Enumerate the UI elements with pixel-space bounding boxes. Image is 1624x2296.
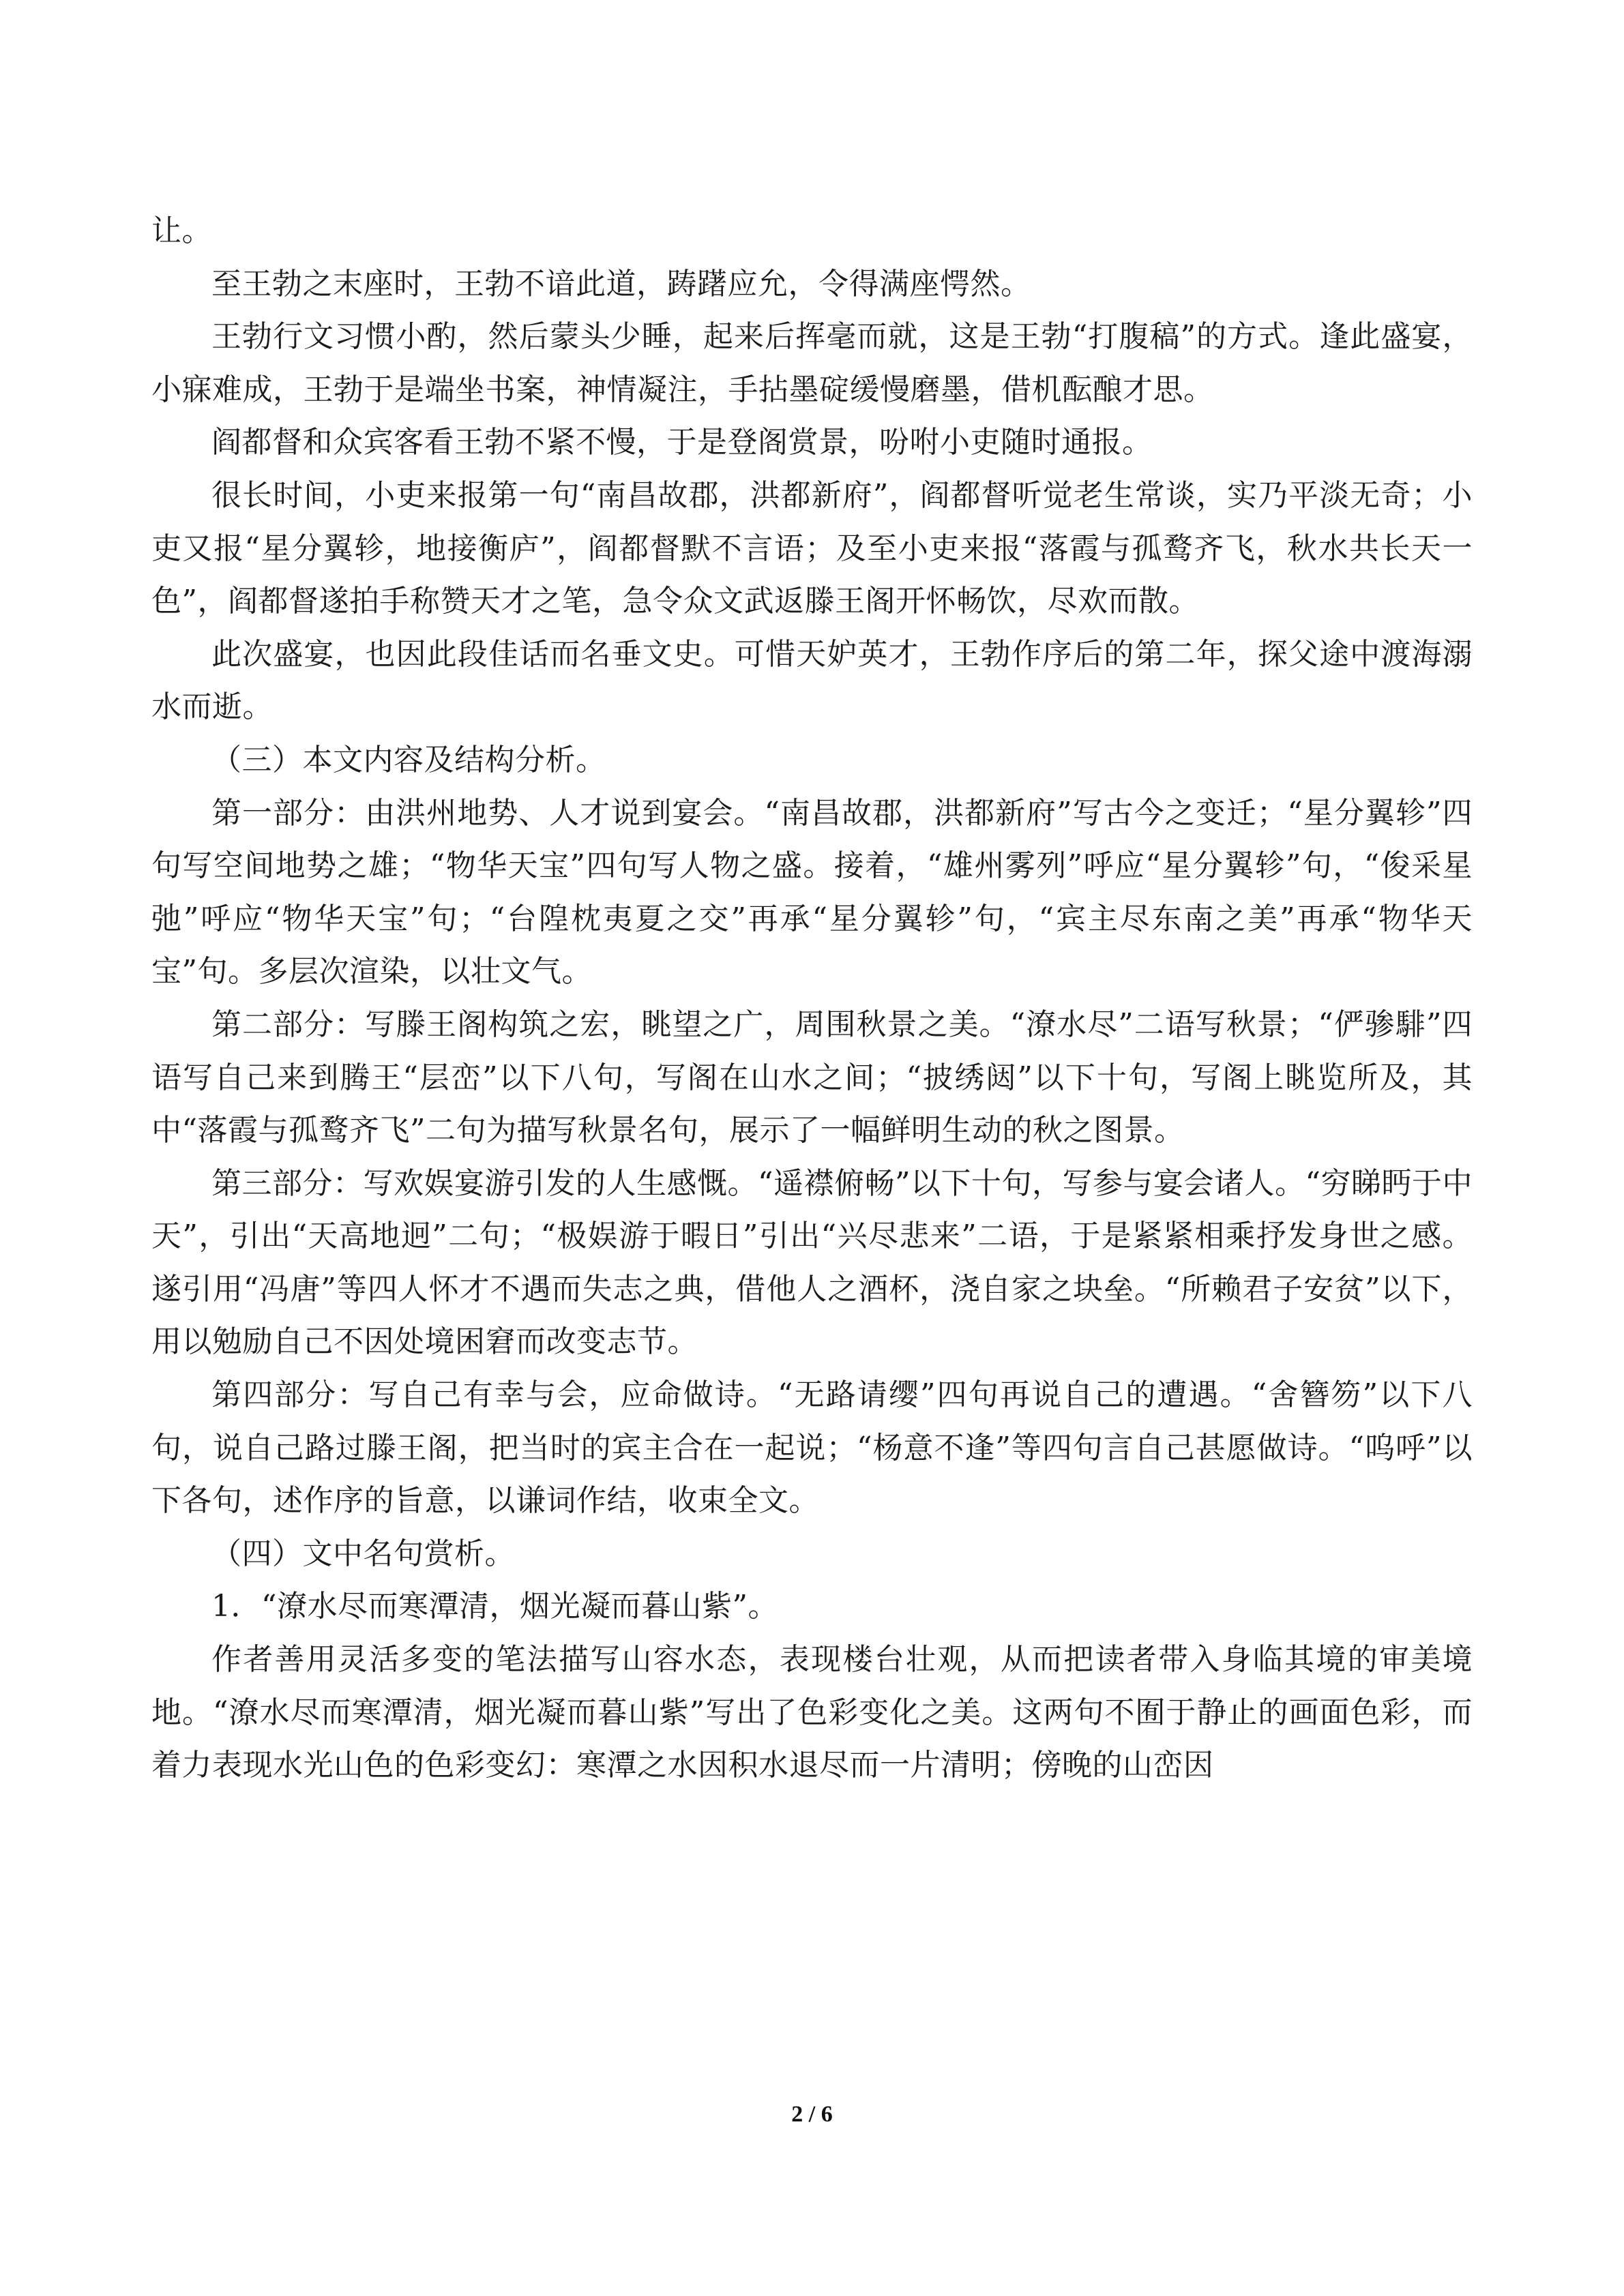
paragraph: 至王勃之末座时，王勃不谙此道，踌躇应允，令得满座愕然。 <box>211 266 1031 301</box>
paragraph: 作者善用灵活多变的笔法描写山容水态，表现楼台壮观，从而把读者带入身临其境的审美境地。“潦水尽而寒潭清，烟光凝而暮山紫”写出了色彩变化之美。这两句不囿于静止的画面色彩，而着力表现水光山色的色彩变幻：寒潭之水因积水退尽而一片清明；傍晚的山峦因 <box>151 1642 1473 1783</box>
page-number: 2 / 6 <box>791 2102 833 2127</box>
paragraph: 让。 <box>151 213 212 248</box>
section-heading: （四）文中名句赏析。 <box>211 1536 515 1571</box>
paragraph: 王勃行文习惯小酌，然后蒙头少睡，起来后挥毫而就，这是王勃“打腹稿”的方式。逢此盛宴，小寐难成，王勃于是端坐书案，神情凝注，手拈墨碇缓慢磨墨，借机酝酿才思。 <box>151 319 1473 407</box>
paragraph: 此次盛宴，也因此段佳话而名垂文史。可惜天妒英才，王勃作序后的第二年，探父途中渡海溺水而逝。 <box>151 636 1473 725</box>
paragraph: 第四部分：写自己有幸与会，应命做诗。“无路请缨”四句再说自己的遭遇。“舍簪笏”以下八句，说自己路过滕王阁，把当时的宾主合在一起说；“杨意不逢”等四句言自己甚愿做诗。“呜呼”以下各句，述作序的旨意，以谦词作结，收束全文。 <box>151 1377 1473 1519</box>
paragraph: 第二部分：写滕王阁构筑之宏，眺望之广，周围秋景之美。“潦水尽”二语写秋景；“俨骖騑”四语写自己来到腾王“层峦”以下八句，写阁在山水之间；“披绣闼”以下十句，写阁上眺览所及，其中“落霞与孤鹜齐飞”二句为描写秋景名句，展示了一幅鲜明生动的秋之图景。 <box>151 1007 1473 1148</box>
section-heading: （三）本文内容及结构分析。 <box>211 742 606 777</box>
paragraph: 第三部分：写欢娱宴游引发的人生感慨。“遥襟俯畅”以下十句，写参与宴会诸人。“穷睇眄于中天”，引出“天高地迥”二句；“极娱游于暇日”引出“兴尽悲来”二语，于是紧紧相乘抒发身世之感。遂引用“冯唐”等四人怀才不遇而失志之典，借他人之酒杯，浇自家之块垒。“所赖君子安贫”以下，用以勉励自己不因处境困窘而改变志节。 <box>151 1165 1473 1360</box>
paragraph: 第一部分：由洪州地势、人才说到宴会。“南昌故郡，洪都新府”写古今之变迁；“星分翼轸”四句写空间地势之雄；“物华天宝”四句写人物之盛。接着，“雄州雾列”呼应“星分翼轸”句，“俊采星弛”呼应“物华天宝”句；“台隍枕夷夏之交”再承“星分翼轸”句，“宾主尽东南之美”再承“物华天宝”句。多层次渲染，以壮文气。 <box>151 795 1473 989</box>
quote-heading: 1．“潦水尽而寒潭清，烟光凝而暮山紫”。 <box>211 1589 778 1624</box>
paragraph: 阎都督和众宾客看王勃不紧不慢，于是登阁赏景，吩咐小吏随时通报。 <box>211 425 1153 460</box>
document-body <box>151 205 1473 1792</box>
paragraph: 很长时间，小吏来报第一句“南昌故郡，洪都新府”，阎都督听觉老生常谈，实乃平淡无奇；小吏又报“星分翼轸，地接衡庐”，阎都督默不言语；及至小吏来报“落霞与孤鹜齐飞，秋水共长天一色”，阎都督遂拍手称赞天才之笔，急令众文武返滕王阁开怀畅饮，尽欢而散。 <box>151 477 1473 619</box>
